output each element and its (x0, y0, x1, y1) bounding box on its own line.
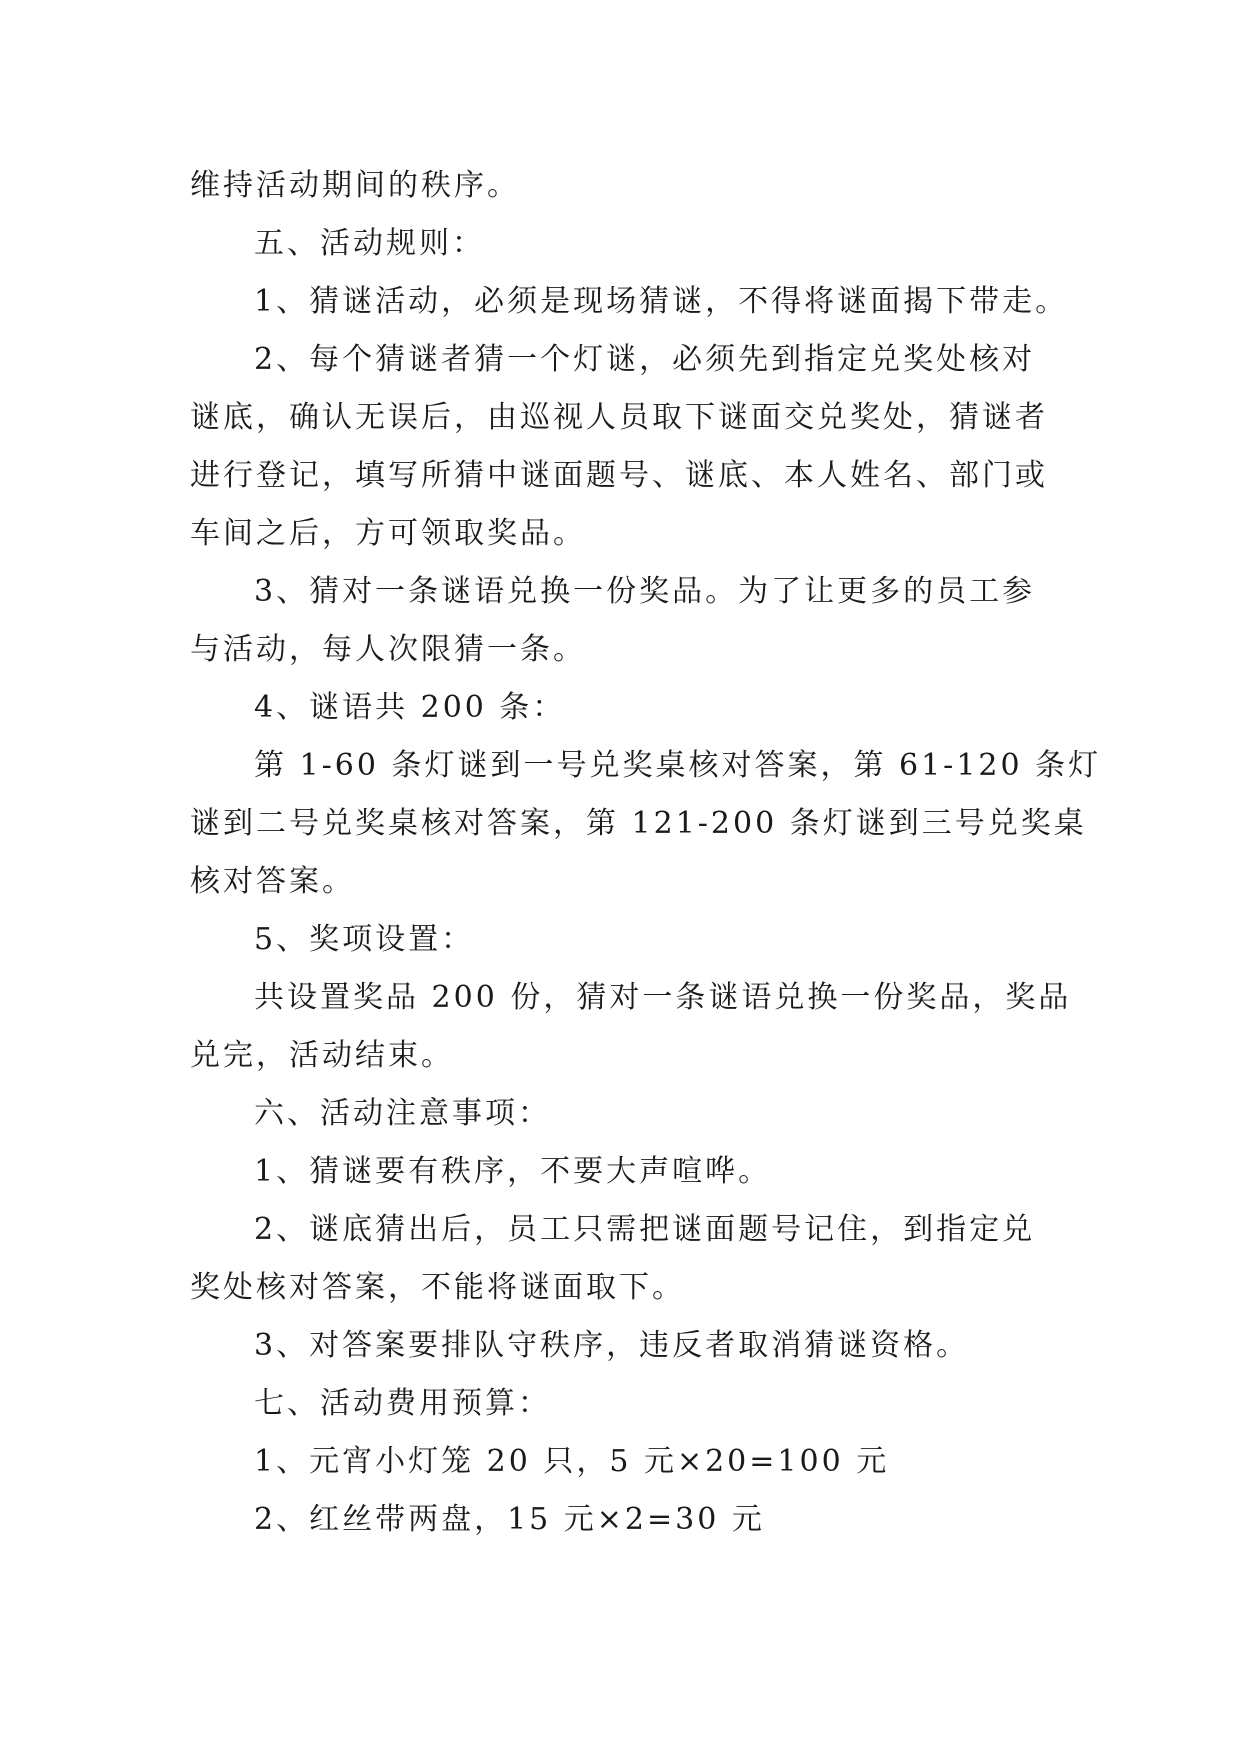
text-line: 5、奖项设置： (254, 922, 475, 957)
text-line: 2、红丝带两盘，15 元×2=30 元 (254, 1502, 765, 1537)
text-line: 核对答案。 (190, 864, 355, 899)
text-line: 与活动，每人次限猜一条。 (190, 632, 586, 667)
text-line: 2、谜底猜出后，员工只需把谜面题号记住，到指定兑 (254, 1212, 1036, 1247)
text-line: 维持活动期间的秩序。 (190, 168, 520, 203)
text-line: 3、猜对一条谜语兑换一份奖品。为了让更多的员工参 (254, 574, 1036, 609)
text-line: 2、每个猜谜者猜一个灯谜，必须先到指定兑奖处核对 (254, 342, 1036, 377)
text-line: 奖处核对答案，不能将谜面取下。 (190, 1270, 685, 1305)
text-line: 1、元宵小灯笼 20 只，5 元×20=100 元 (254, 1444, 890, 1479)
section-heading: 七、活动费用预算： (254, 1386, 551, 1421)
text-line: 4、谜语共 200 条： (254, 690, 566, 725)
text-line: 1、猜谜活动，必须是现场猜谜，不得将谜面揭下带走。 (254, 284, 1069, 319)
text-line: 3、对答案要排队守秩序，违反者取消猜谜资格。 (254, 1328, 970, 1363)
document-body (190, 157, 1102, 1549)
text-line: 车间之后，方可领取奖品。 (190, 516, 586, 551)
text-line: 兑完，活动结束。 (190, 1038, 454, 1073)
section-heading: 六、活动注意事项： (254, 1096, 551, 1131)
text-line: 共设置奖品 200 份，猜对一条谜语兑换一份奖品，奖品 (254, 980, 1072, 1015)
text-line: 1、猜谜要有秩序，不要大声喧哗。 (254, 1154, 772, 1189)
text-line: 谜底，确认无误后，由巡视人员取下谜面交兑奖处，猜谜者 (190, 400, 1048, 435)
text-line: 进行登记，填写所猜中谜面题号、谜底、本人姓名、部门或 (190, 458, 1048, 493)
text-line: 第 1-60 条灯谜到一号兑奖桌核对答案，第 61-120 条灯 (254, 748, 1102, 783)
text-line: 谜到二号兑奖桌核对答案，第 121-200 条灯谜到三号兑奖桌 (190, 806, 1087, 841)
section-heading: 五、活动规则： (254, 226, 485, 261)
